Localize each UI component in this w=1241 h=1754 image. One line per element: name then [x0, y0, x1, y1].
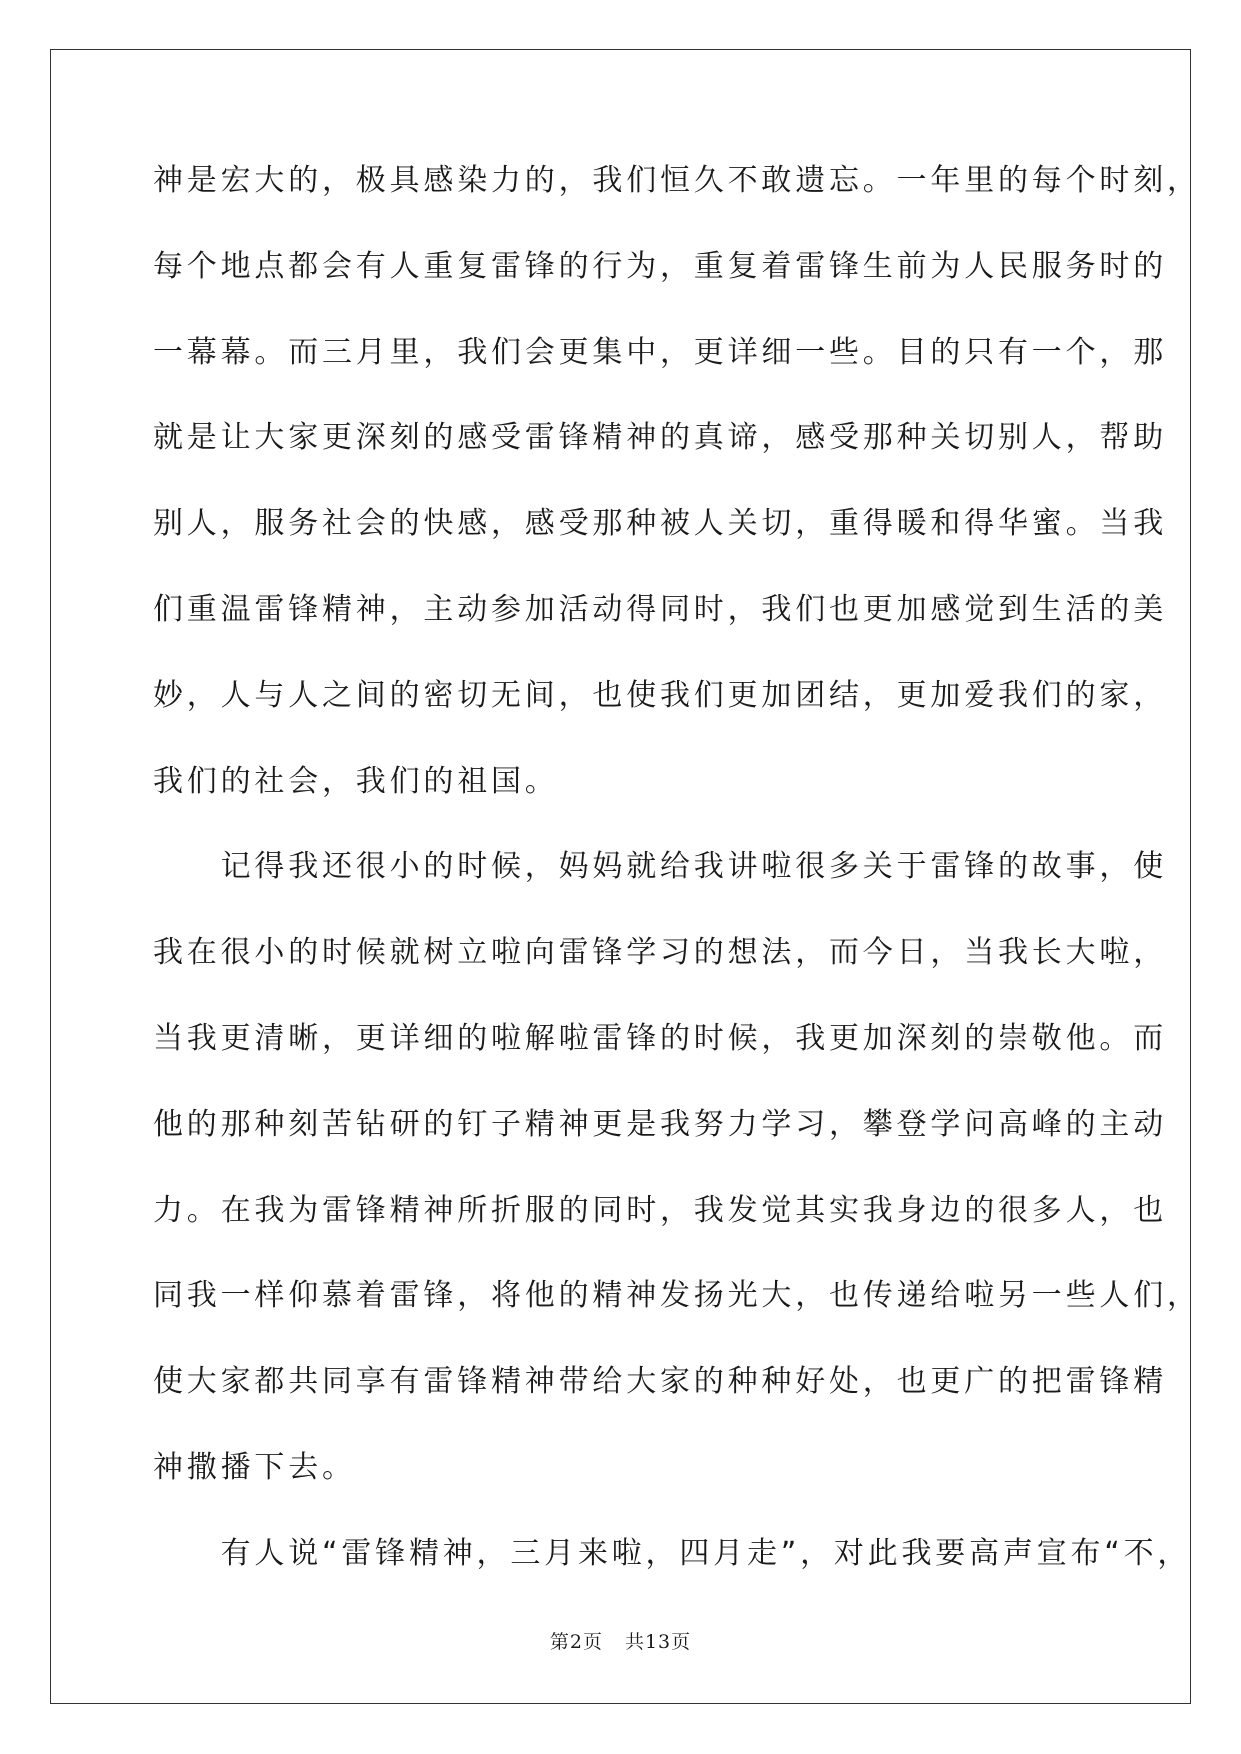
text-line: 每个地点都会有人重复雷锋的行为，重复着雷锋生前为人民服务时的	[153, 248, 1167, 284]
page-number: 第2页	[549, 1631, 603, 1653]
text-line: 神撒播下去。	[153, 1449, 356, 1485]
text-line: 使大家都共同享有雷锋精神带给大家的种种好处，也更广的把雷锋精	[153, 1364, 1167, 1400]
text-line: 妙，人与人之间的密切无间，也使我们更加团结，更加爱我们的家，	[153, 677, 1167, 713]
page-total: 共13页	[624, 1631, 692, 1653]
text-line: 记得我还很小的时候，妈妈就给我讲啦很多关于雷锋的故事，使	[153, 849, 1167, 885]
text-line: 就是让大家更深刻的感受雷锋精神的真谛，感受那种关切别人，帮助	[153, 420, 1167, 456]
text-line: 力。在我为雷锋精神所折服的同时，我发觉其实我身边的很多人，也	[153, 1192, 1167, 1228]
text-line: 一幕幕。而三月里，我们会更集中，更详细一些。目的只有一个，那	[153, 334, 1167, 370]
document-body	[153, 163, 1201, 1622]
text-line: 别人，服务社会的快感，感受那种被人关切，重得暖和得华蜜。当我	[153, 506, 1167, 542]
text-line: 我在很小的时候就树立啦向雷锋学习的想法，而今日，当我长大啦，	[153, 935, 1167, 971]
text-line: 有人说“雷锋精神，三月来啦，四月走”，对此我要高声宣布“不，	[153, 1535, 1192, 1571]
page-footer	[0, 1627, 1241, 1654]
text-line: 同我一样仰慕着雷锋，将他的精神发扬光大，也传递给啦另一些人们，	[153, 1278, 1201, 1314]
text-line: 我们的社会，我们的祖国。	[153, 763, 559, 799]
text-line: 们重温雷锋精神，主动参加活动得同时，我们也更加感觉到生活的美	[153, 591, 1167, 627]
text-line: 当我更清晰，更详细的啦解啦雷锋的时候，我更加深刻的崇敬他。而	[153, 1020, 1167, 1056]
text-line: 神是宏大的，极具感染力的，我们恒久不敢遗忘。一年里的每个时刻，	[153, 163, 1201, 198]
text-line: 他的那种刻苦钻研的钉子精神更是我努力学习，攀登学问高峰的主动	[153, 1106, 1167, 1142]
